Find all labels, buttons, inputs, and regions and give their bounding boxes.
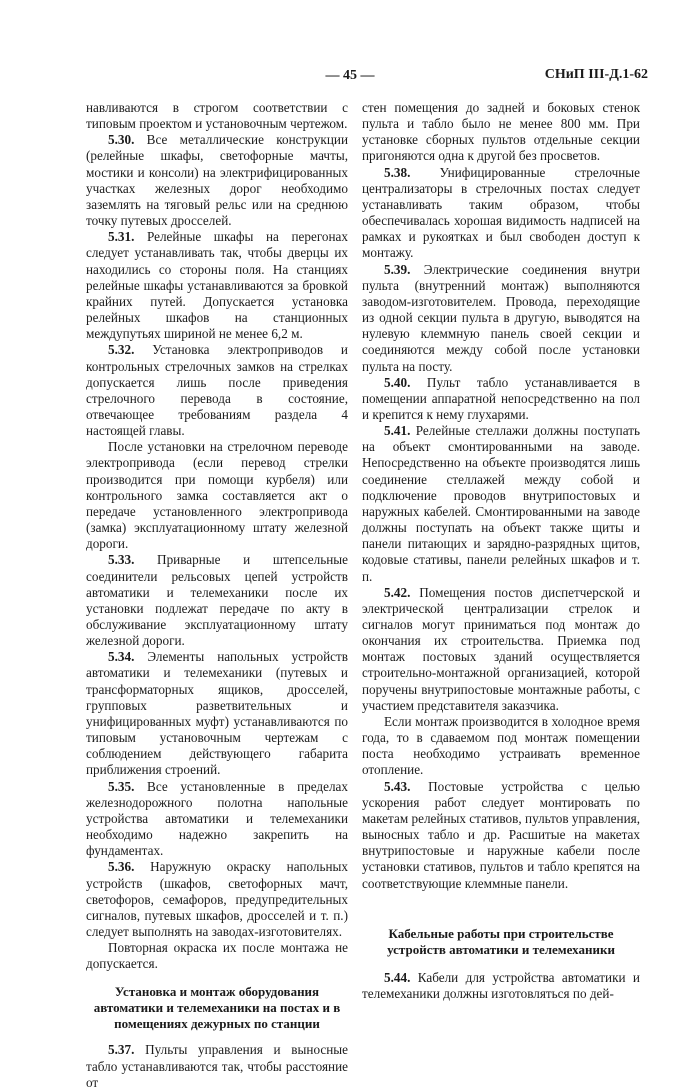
clause-number: 5.37.	[108, 1042, 135, 1058]
paragraph-text: Постовые устройства с целью ускорения работ следует монтировать по макетам релейных стативов, пультов управления, выносных табло и др. Расшитые на макетах внутрипостовые и наружные кабели после установки стативов, пультов и табло крепятся на соответствующие клеммные панели.	[362, 778, 640, 891]
paragraph	[362, 970, 640, 1002]
paragraph	[362, 262, 640, 375]
clause-number: 5.41.	[384, 423, 411, 439]
paragraph	[86, 940, 348, 972]
clause-number: 5.38.	[384, 164, 411, 180]
paragraph-text: Помещения постов диспетчерской и электрической централизации стрелок и сигналов могут приниматься под монтаж до окончания их строительства. Приемка под монтаж постовых зданий осуществляется строительно-монтажной организацией, которой поручены внутрипостовые монтажные работы, с участием представителя заказчика.	[362, 584, 640, 713]
clause-number: 5.40.	[384, 374, 411, 390]
paragraph-text: Релейные шкафы на перегонах следует устанавливать так, чтобы дверцы их находились со стороны поля. На станциях релейные шкафы устанавливаются за бровкой крайних путей. Допускается установка релейных шкафов на станционных междупутьях шириной не менее 6,2 м.	[86, 229, 348, 342]
clause-number: 5.33.	[108, 552, 135, 568]
paragraph-text: Элементы напольных устройств автоматики и телемеханики (путевых и трансформаторных ящиков, дросселей, групповых разветвительных и унифицированных муфт) устанавливаются по типовым установочным чертежам с соблюдением действующего габарита приближения строений.	[86, 649, 348, 778]
clause-number: 5.39.	[384, 261, 411, 277]
paragraph-text: стен помещения до задней и боковых стенок пульта и табло было не менее 800 мм. При установке сборных пультов отдельные секции пригоняются одна к другой без просветов.	[362, 100, 640, 164]
paragraph-text: Релейные стеллажи должны поступать на объект смонтированными на заводе. Непосредственно на объекте производятся лишь соединение стеллажей между собой и подключение проводов внутрипостовых и наружных кабелей. Смонтированными на заводе должны поступать на объект также щиты и панели питающих и зарядно-разрядных щитов, кодовые стативы, панели релейных шкафов и т. п.	[362, 423, 640, 584]
paragraph	[86, 132, 348, 229]
right-column	[362, 100, 640, 1002]
paragraph-text: Пульт табло устанавливается в помещении аппаратной непосредственно на пол и крепится к нему глухарями.	[362, 374, 640, 422]
clause-number: 5.43.	[384, 778, 411, 794]
clause-number: 5.30.	[108, 132, 135, 148]
paragraph	[362, 585, 640, 714]
clause-number: 5.35.	[108, 778, 135, 794]
paragraph-text: После установки на стрелочном переводе электропривода (если перевод стрелки производится при помощи курбеля) или контрольного замка составляется акт о передаче установленного электропривода (замка) эксплуатационному штату железной дороги.	[86, 439, 348, 552]
clause-number: 5.34.	[108, 649, 135, 665]
paragraph	[362, 423, 640, 585]
clause-number: 5.42.	[384, 584, 411, 600]
paragraph-text: Если монтаж производится в холодное время года, то в сдаваемом под монтаж помещении поста необходимо устраивать временное отопление.	[362, 713, 640, 778]
paragraph-text: Все металлические конструкции (релейные шкафы, светофорные мачты, мостики и консоли) на электрифицированных участках железных дорог необходимо заземлять на тяговый рельс или на среднюю точку путевых дросселей.	[86, 132, 348, 229]
paragraph-text: Электрические соединения внутри пульта (внутренний монтаж) выполняются заводом-изготовителем. Провода, переходящие из одной секции пульта в другую, выводятся на нулевую клеммную панель своей секции и соединяются между собой после установки пульта на посту.	[362, 261, 640, 374]
clause-number: 5.36.	[108, 859, 135, 875]
paragraph-text: Унифицированные стрелочные централизаторы в стрелочных постах следует устанавливать таким образом, чтобы обеспечивалась хорошая видимость надписей на рамках и рукоятках и был свободен доступ к монтажу.	[362, 164, 640, 261]
paragraph	[362, 375, 640, 423]
paragraph	[362, 100, 640, 165]
paragraph-text: Наружную окраску напольных устройств (шкафов, светофорных мачт, светофоров, семафоров, предупредительных сигналов, путевых шкафов, дросселей и т. п.) следует выполнять на заводах-изготовителях.	[86, 859, 348, 939]
paragraph	[86, 342, 348, 439]
section-heading-installation: Установка и монтаж оборудования автоматики и телемеханики на постах и в помещениях дежурных по станции	[93, 984, 341, 1032]
paragraph	[86, 229, 348, 342]
paragraph-text: Пульты управления и выносные табло устанавливаются так, чтобы расстояние от	[86, 1042, 348, 1090]
left-column	[86, 100, 348, 1091]
document-code: СНиП III-Д.1-62	[544, 67, 648, 82]
paragraph	[86, 779, 348, 860]
paragraph	[362, 165, 640, 262]
paragraph-text: Приварные и штепсельные соединители рельсовых цепей устройств автоматики и телемеханики после их установки подлежат передаче по акту в обслуживание эксплуатационному штату железной дороги.	[86, 552, 348, 649]
page-number: — 45 —	[325, 68, 375, 83]
right-paragraphs	[362, 100, 640, 892]
paragraph	[362, 714, 640, 779]
left-paragraphs	[86, 100, 348, 972]
clause-number: 5.44.	[384, 969, 411, 985]
right-paragraphs-after	[362, 970, 640, 1002]
paragraph	[86, 859, 348, 940]
paragraph-text: Установка электроприводов и контрольных стрелочных замков на стрелках допускается лишь после приведения стрелочного перевода в состояние, отвечающее требованиям раздела 4 настоящей главы.	[86, 342, 348, 439]
left-paragraphs-after	[86, 1042, 348, 1090]
paragraph	[362, 779, 640, 892]
paragraph	[86, 552, 348, 649]
paragraph	[86, 649, 348, 778]
section-heading-cable-works: Кабельные работы при строительстве устройств автоматики и телемеханики	[387, 925, 615, 957]
clause-number: 5.31.	[108, 229, 135, 245]
paragraph-text: Повторная окраска их после монтажа не допускается.	[86, 940, 348, 972]
clause-number: 5.32.	[108, 342, 135, 358]
paragraph	[86, 100, 348, 132]
paragraph-text: навливаются в строгом соответствии с типовым проектом и установочным чертежом.	[86, 100, 348, 132]
paragraph	[86, 439, 348, 552]
paragraph-text: Все установленные в пределах железнодорожного полотна напольные устройства автоматики и телемеханики необходимо надежно закрепить на фундаментах.	[86, 778, 348, 859]
paragraph	[86, 1042, 348, 1090]
paragraph-text: Кабели для устройства автоматики и телемеханики должны изготовляться по дей-	[362, 969, 640, 1001]
